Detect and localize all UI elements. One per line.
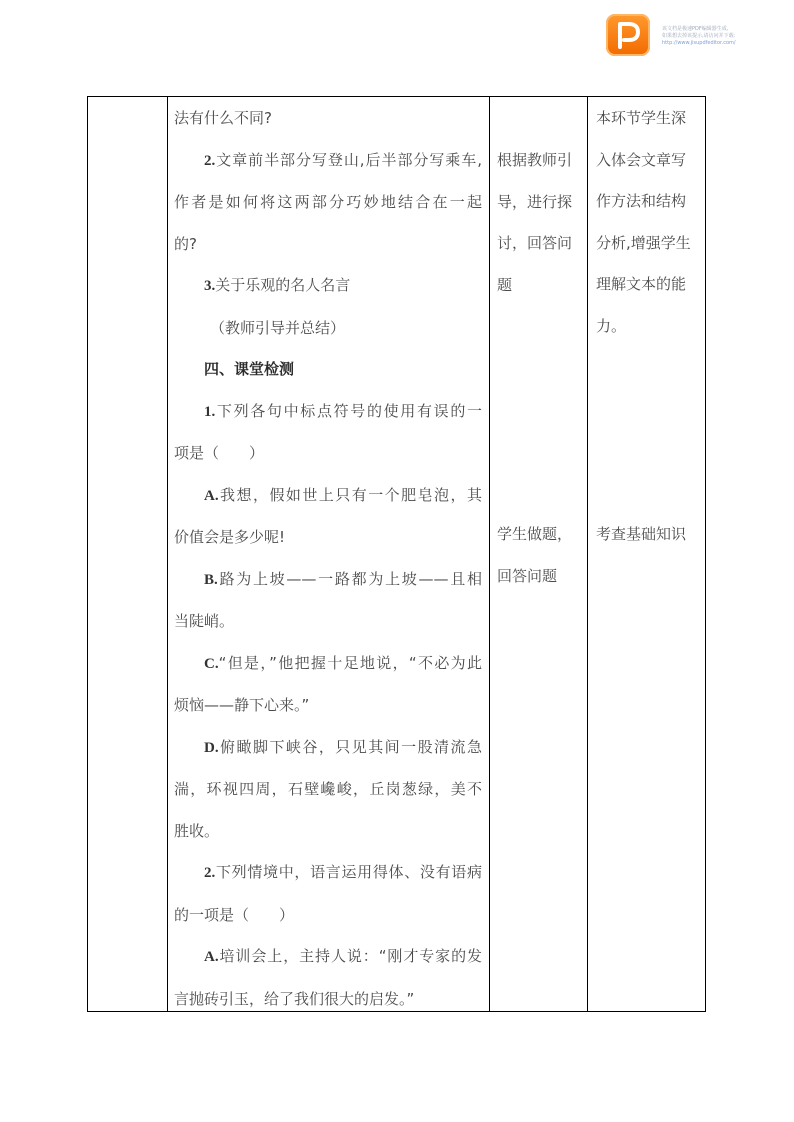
watermark-line-1: 该文档是极速PDF编辑器生成, [662,26,729,32]
question-line: 的一项是（ ） [174,905,295,924]
option-line: 湍，环视四周，石壁巉峻，丘岗葱绿，美不 [174,780,482,798]
activity-line: 题 [497,275,513,294]
intent-line: 入体会文章写 [596,150,687,169]
design-intent-cell-2 [596,514,702,556]
activity-line: 根据教师引 [497,151,573,169]
content-line: 作者是如何将这两部分巧妙地结合在一起 [174,193,482,211]
option-line: D.俯瞰脚下峡谷，只见其间一股清流急 [204,737,482,756]
content-line: 的? [174,234,197,253]
intent-line: 作方法和结构 [596,192,687,210]
column-divider-2 [489,97,490,1011]
option-line: 价值会是多少呢! [174,528,286,546]
activity-line: 学生做题， [497,525,573,543]
content-line: （教师引导并总结） [210,318,346,337]
pdf-editor-watermark [606,14,786,58]
student-activity-cell [497,140,585,306]
intent-line: 理解文本的能 [596,275,687,293]
content-line: 2.文章前半部分写登山,后半部分写乘车, [204,150,482,169]
option-line: 烦恼——静下心来。” [174,696,310,714]
option-line: 当陡峭。 [174,612,235,630]
activity-line: 导，进行探 [497,192,573,211]
content-line: 法有什么不同? [174,109,272,127]
question-line: 2.下列情境中，语言运用得体、没有语病 [204,863,482,881]
question-line: 项是（ ） [174,444,265,462]
stage-cell [88,97,167,1011]
section-heading: 四、课堂检测 [204,360,295,378]
activity-line: 讨，回答问 [497,234,573,252]
student-activity-cell-2 [497,514,585,597]
design-intent-cell [596,98,702,347]
option-line: 胜收。 [174,821,220,840]
intent-line: 力。 [596,316,627,335]
intent-line: 本环节学生深 [596,109,687,127]
activity-line: 回答问题 [497,566,558,585]
question-line: 1.下列各句中标点符号的使用有误的一 [204,401,482,420]
option-line: C.“但是，”他把握十足地说，“不必为此 [204,653,482,672]
watermark-url: http://www.jisupdfeditor.com/ [662,40,736,46]
lesson-plan-table [87,96,706,1012]
teaching-content-cell [174,98,482,1020]
option-line: A.培训会上，主持人说：“刚才专家的发 [204,947,482,965]
content-line: 3.关于乐观的名人名言 [204,276,351,294]
option-line: A.我想，假如世上只有一个肥皂泡，其 [204,485,482,504]
pdf-logo-icon [606,14,650,56]
column-divider-3 [587,97,588,1011]
option-line: B.路为上坡——一路都为上坡——且相 [204,569,482,588]
watermark-text [662,26,786,47]
intent-line: 考查基础知识 [596,525,687,543]
watermark-line-2: 如果想去掉该提示,请访问并下载: [662,33,736,39]
column-divider-1 [167,97,168,1011]
p-letter-icon [614,20,642,50]
intent-line: 分析,增强学生 [596,233,691,252]
option-line: 言抛砖引玉，给了我们很大的启发。” [174,989,415,1008]
